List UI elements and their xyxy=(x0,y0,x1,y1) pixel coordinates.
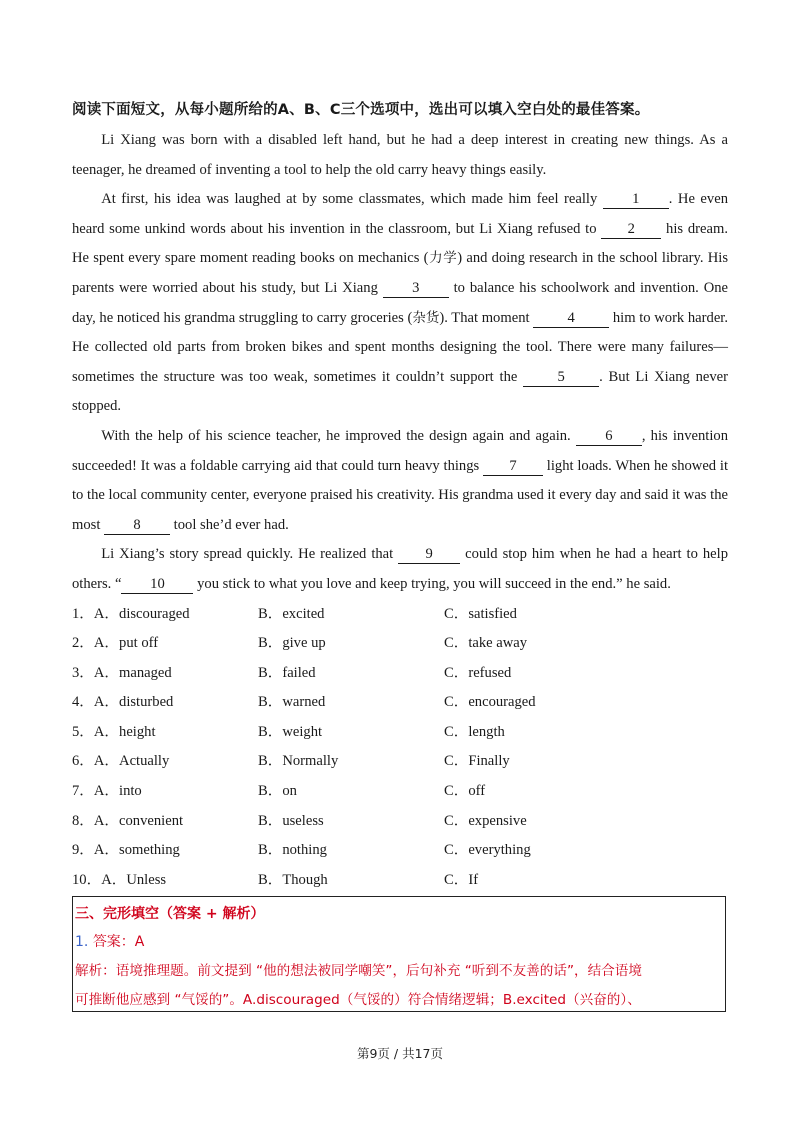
option-c: C．take away xyxy=(444,635,528,652)
blank-1: 1 xyxy=(603,190,669,209)
text: light loads. When he showed it to the local community center, everyone praised his creativity. His grandma used it every day and said it was the most xyxy=(72,457,729,533)
passage-paragraph-3 xyxy=(72,422,728,540)
blank-4: 4 xyxy=(533,309,609,328)
option-b: B．give up xyxy=(258,635,326,652)
option-c: C．off xyxy=(444,783,486,800)
option-row xyxy=(72,600,728,630)
analysis-line-1: 解析：语境推理题。前文提到 “他的想法被同学嘲笑”，后句补充 “听到不友善的话”，结合语境 xyxy=(75,963,642,979)
answer-heading: 三、完形填空（答案 + 解析） xyxy=(75,906,265,922)
option-a: 2．A．put off xyxy=(72,635,159,652)
option-row xyxy=(72,836,728,866)
option-c: C．If xyxy=(444,871,479,888)
option-b: B．warned xyxy=(258,694,326,711)
option-a: 4．A．disturbed xyxy=(72,694,174,711)
option-row xyxy=(72,807,728,837)
answer-value: 答案：A xyxy=(92,934,145,950)
option-c: C．expensive xyxy=(444,812,527,829)
text: Li Xiang’s story spread quickly. He realized that xyxy=(101,546,399,563)
option-b: B．useless xyxy=(258,812,324,829)
passage-paragraph-1 xyxy=(72,126,728,185)
answer-box xyxy=(72,896,726,1012)
option-b: B．Normally xyxy=(258,753,339,770)
text: you stick to what you love and keep trying, you will succeed in the end.” he said. xyxy=(193,575,671,592)
document-body xyxy=(72,98,728,895)
option-b: B．weight xyxy=(258,723,323,740)
option-c: C．Finally xyxy=(444,753,510,770)
blank-6: 6 xyxy=(576,427,642,446)
option-row xyxy=(72,659,728,689)
analysis-line-2: 可推断他应感到 “气馁的”。A.discouraged（气馁的）符合情绪逻辑；B.excited（兴奋的）、 xyxy=(75,992,641,1008)
text: . He even heard some unkind words about his invention in the classroom, but Li Xiang refused to xyxy=(72,191,728,237)
page-footer: 第9页 / 共17页 xyxy=(356,1046,444,1061)
passage-paragraph-4 xyxy=(72,540,728,599)
option-row xyxy=(72,688,728,718)
option-row xyxy=(72,629,728,659)
option-a: 1．A．discouraged xyxy=(72,605,190,622)
option-a: 9．A．something xyxy=(72,842,180,859)
passage-paragraph-2 xyxy=(72,185,728,422)
text: him to work harder. He collected old parts from broken bikes and spent months designing the tool. There were many failures—sometimes the structure was too weak, sometimes it couldn’t support the xyxy=(72,309,728,385)
option-c: C．length xyxy=(444,723,505,740)
text: could stop him when he had a heart to help others. “ xyxy=(72,546,728,592)
option-b: B．nothing xyxy=(258,842,327,859)
option-row xyxy=(72,777,728,807)
option-c: C．satisfied xyxy=(444,605,517,622)
blank-9: 9 xyxy=(398,545,460,564)
blank-5: 5 xyxy=(523,368,599,387)
blank-8: 8 xyxy=(104,516,170,535)
blank-7: 7 xyxy=(483,457,543,476)
chinese-gloss: 杂货 xyxy=(412,309,440,326)
option-c: C．everything xyxy=(444,842,531,859)
option-b: B．on xyxy=(258,783,297,800)
option-a: 3．A．managed xyxy=(72,664,172,681)
blank-10: 10 xyxy=(121,575,193,594)
option-b: B．Though xyxy=(258,871,328,888)
text: ) and doing research in the school library. His parents were worried about his study, but Li Xiang xyxy=(72,250,729,296)
instruction: 阅读下面短文，从每小题所给的A、B、C三个选项中，选出可以填入空白处的最佳答案。 xyxy=(72,102,650,118)
text: . But Li Xiang never stopped. xyxy=(72,368,728,415)
chinese-gloss: 力学 xyxy=(428,250,458,267)
text: ). That moment xyxy=(439,309,534,326)
blank-2: 2 xyxy=(601,220,661,239)
option-a: 10．A．Unless xyxy=(72,871,167,888)
blank-3: 3 xyxy=(383,279,449,298)
question-number: 1. xyxy=(75,934,89,950)
options-list xyxy=(72,600,728,896)
text: At first, his idea was laughed at by some classmates, which made him feel really xyxy=(101,191,603,208)
option-c: C．encouraged xyxy=(444,694,536,711)
text: tool she’d ever had. xyxy=(170,516,289,533)
text: With the help of his science teacher, he improved the design again and again. xyxy=(101,427,576,444)
option-b: B．excited xyxy=(258,605,325,622)
option-a: 8．A．convenient xyxy=(72,812,184,829)
text: Li Xiang was born with a disabled left hand, but he had a deep interest in creating new things. As a teenager, he dreamed of inventing a tool to help the old carry heavy things easily. xyxy=(72,132,728,178)
option-b: B．failed xyxy=(258,664,316,681)
option-a: 6．A．Actually xyxy=(72,753,170,770)
option-a: 7．A．into xyxy=(72,783,142,800)
option-row xyxy=(72,747,728,777)
option-c: C．refused xyxy=(444,664,512,681)
option-row xyxy=(72,718,728,748)
answer-line xyxy=(75,928,723,957)
text: his dream. He spent every spare moment reading books on mechanics ( xyxy=(72,220,728,267)
option-a: 5．A．height xyxy=(72,723,156,740)
text: to balance his schoolwork and invention. One day, he noticed his grandma struggling to carry groceries ( xyxy=(72,279,729,326)
text: , his invention succeeded! It was a foldable carrying aid that could turn heavy things xyxy=(72,427,728,474)
option-row xyxy=(72,866,728,896)
